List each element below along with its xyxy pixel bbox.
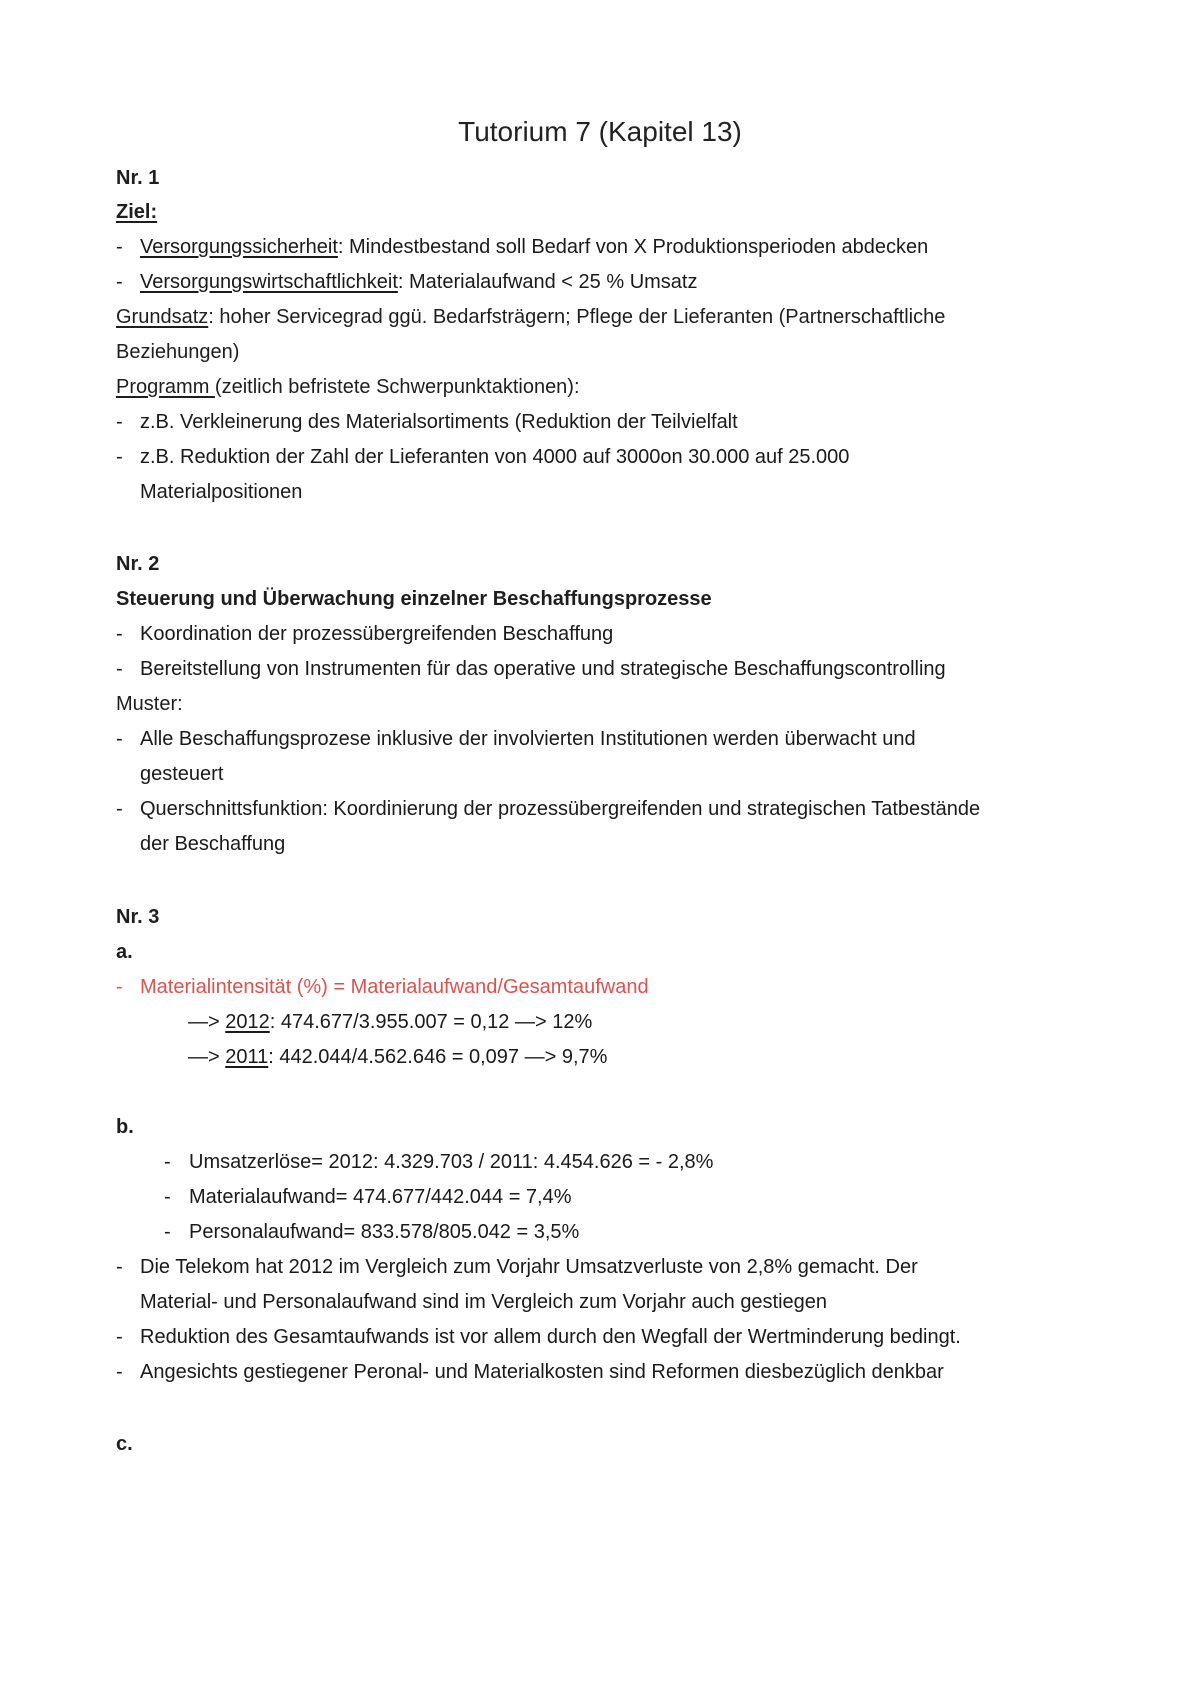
b-conclusion-2: Reduktion des Gesamtaufwands ist vor allem durch den Wegfall der Wertminderung bedingt. bbox=[140, 1326, 961, 1348]
nr1-heading: Nr. 1 bbox=[116, 167, 160, 189]
term-desc: : Mindestbestand soll Bedarf von X Produktionsperioden abdecken bbox=[337, 236, 929, 258]
nr2-heading: Nr. 2 bbox=[116, 553, 160, 575]
bullet-dash: - bbox=[116, 1256, 123, 1278]
programm-bullet-2-cont: Materialpositionen bbox=[140, 481, 303, 503]
muster-item-1-cont: gesteuert bbox=[140, 763, 224, 785]
year: 2011 bbox=[225, 1046, 269, 1068]
part-a-label: a. bbox=[116, 941, 133, 963]
programm-bullet-1: z.B. Verkleinerung des Materialsortiments (Reduktion der Teilvielfalt bbox=[140, 411, 738, 433]
part-c-label: c. bbox=[116, 1433, 133, 1455]
term: Versorgungssicherheit bbox=[140, 236, 338, 258]
nr2-subheading: Steuerung und Überwachung einzelner Beschaffungsprozesse bbox=[116, 588, 712, 610]
ziel-label: Ziel: bbox=[116, 201, 158, 223]
bullet-dash: - bbox=[116, 623, 123, 645]
term: Versorgungswirtschaftlichkeit bbox=[140, 271, 398, 293]
b-conclusion-1: Die Telekom hat 2012 im Vergleich zum Vorjahr Umsatzverluste von 2,8% gemacht. Der bbox=[140, 1256, 918, 1278]
b-item-material: Materialaufwand= 474.677/442.044 = 7,4% bbox=[189, 1186, 572, 1208]
arrow: —> bbox=[188, 1011, 226, 1033]
bullet-dash: - bbox=[116, 798, 123, 820]
part-b-label: b. bbox=[116, 1116, 134, 1138]
grundsatz-line bbox=[116, 303, 945, 331]
bullet-dash: - bbox=[164, 1151, 171, 1173]
programm-bullet-2: z.B. Reduktion der Zahl der Lieferanten von 4000 auf 3000on 30.000 auf 25.000 bbox=[140, 446, 850, 468]
grundsatz-line-2: Beziehungen) bbox=[116, 341, 240, 363]
calc-text: : 474.677/3.955.007 = 0,12 —> 12% bbox=[269, 1011, 593, 1033]
calc-2012 bbox=[188, 1008, 592, 1036]
page-title: Tutorium 7 (Kapitel 13) bbox=[458, 116, 742, 147]
bullet-dash: - bbox=[116, 1326, 123, 1348]
ziel-item-2 bbox=[140, 268, 697, 296]
bullet-dash: - bbox=[116, 411, 123, 433]
calc-text: : 442.044/4.562.646 = 0,097 —> 9,7% bbox=[268, 1046, 608, 1068]
year: 2012 bbox=[225, 1011, 270, 1033]
programm-term: Programm bbox=[116, 376, 215, 398]
b-item-umsatz: Umsatzerlöse= 2012: 4.329.703 / 2011: 4.454.626 = - 2,8% bbox=[189, 1151, 714, 1173]
b-conclusion-1-cont: Material- und Personalaufwand sind im Vergleich zum Vorjahr auch gestiegen bbox=[140, 1291, 828, 1313]
bullet-dash: - bbox=[164, 1221, 171, 1243]
materialintensitaet-formula: Materialintensität (%) = Materialaufwand/Gesamtaufwand bbox=[140, 976, 649, 998]
muster-item-2: Querschnittsfunktion: Koordinierung der prozessübergreifenden und strategischen Tatbestände bbox=[140, 798, 981, 820]
nr2-item-2: Bereitstellung von Instrumenten für das operative und strategische Beschaffungscontrolling bbox=[140, 658, 946, 680]
programm-text: (zeitlich befristete Schwerpunktaktionen): bbox=[214, 376, 580, 398]
bullet-dash: - bbox=[116, 446, 123, 468]
muster-item-1: Alle Beschaffungsprozese inklusive der involvierten Institutionen werden überwacht und bbox=[140, 728, 916, 750]
bullet-dash: - bbox=[116, 658, 123, 680]
bullet-dash: - bbox=[116, 271, 123, 293]
ziel-item-1 bbox=[140, 233, 928, 261]
arrow: —> bbox=[188, 1046, 226, 1068]
bullet-dash: - bbox=[116, 728, 123, 750]
bullet-dash: - bbox=[164, 1186, 171, 1208]
nr3-heading: Nr. 3 bbox=[116, 906, 160, 928]
calc-2011 bbox=[188, 1043, 607, 1071]
nr2-item-1: Koordination der prozessübergreifenden Beschaffung bbox=[140, 623, 614, 645]
b-conclusion-3: Angesichts gestiegener Peronal- und Materialkosten sind Reformen diesbezüglich denkbar bbox=[140, 1361, 944, 1383]
term-desc: : Materialaufwand < 25 % Umsatz bbox=[397, 271, 698, 293]
programm-line bbox=[116, 373, 580, 401]
grundsatz-text: : hoher Servicegrad ggü. Bedarfsträgern; Pflege der Lieferanten (Partnerschaftliche bbox=[208, 306, 946, 328]
muster-item-2-cont: der Beschaffung bbox=[140, 833, 286, 855]
bullet-dash: - bbox=[116, 976, 123, 998]
bullet-dash: - bbox=[116, 236, 123, 258]
muster-label: Muster: bbox=[116, 693, 183, 715]
grundsatz-term: Grundsatz bbox=[116, 306, 209, 328]
bullet-dash: - bbox=[116, 1361, 123, 1383]
b-item-personal: Personalaufwand= 833.578/805.042 = 3,5% bbox=[189, 1221, 580, 1243]
